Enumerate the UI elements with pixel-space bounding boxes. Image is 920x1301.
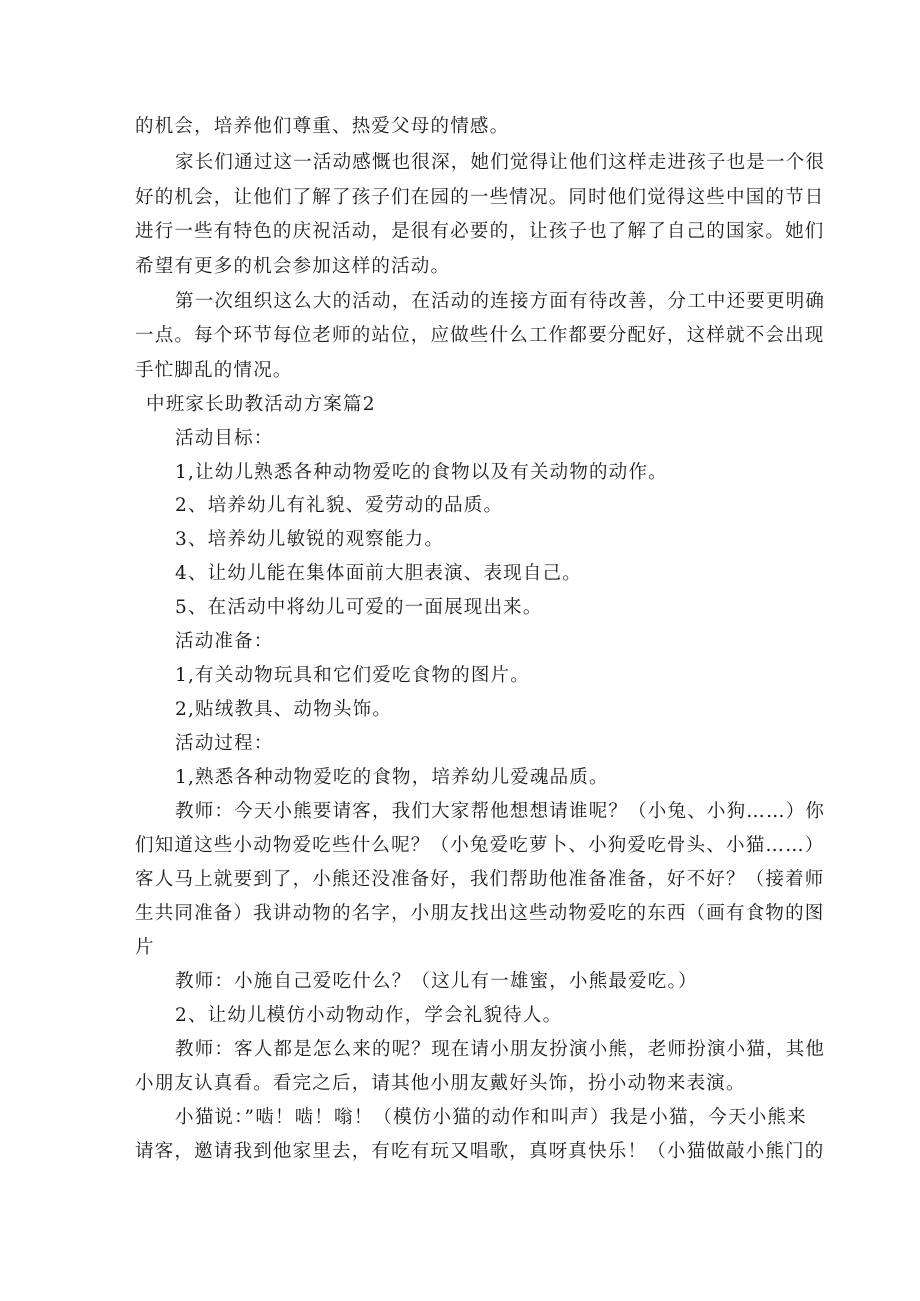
paragraph-line: 活动过程： [175,733,274,754]
list-item: 3、培养幼儿敏锐的观察能力。 [175,529,445,550]
paragraph-line: 希望有更多的机会参加这样的活动。 [135,256,451,277]
paragraph-line: 的机会，培养他们尊重、热爱父母的情感。 [135,116,510,137]
paragraph-line: 小朋友认真看。看完之后，请其他小朋友戴好头饰，扮小动物来表演。 [135,1073,746,1094]
paragraph-line: 们知道这些小动物爱吃些什么呢？（小兔爱吃萝卜、小狗爱吃骨头、小猫……） [135,835,825,856]
list-item: 1,让幼儿熟悉各种动物爱吃的食物以及有关动物的动作。 [175,462,668,483]
paragraph-line: 教师：客人都是怎么来的呢？现在请小朋友扮演小熊，老师扮演小猫，其他 [175,1039,826,1060]
paragraph-line: 生共同准备）我讲动物的名字，小朋友找出这些动物爱吃的东西（画有食物的图 [135,903,825,924]
paragraph-line: 一点。每个环节每位老师的站位，应做些什么工作都要分配好，这样就不会出现 [135,325,825,346]
paragraph-line: 请客，邀请我到他家里去，有吃有玩又唱歌，真呀真快乐！（小猫做敲小熊门的 [135,1141,825,1162]
paragraph-line: 第一次组织这么大的活动，在活动的连接方面有待改善，分工中还要更明确 [175,291,826,312]
list-item: 2,贴绒教具、动物头饰。 [175,699,393,720]
paragraph-line: 家长们通过这一活动感慨也很深，她们觉得让他们这样走进孩子也是一个很 [175,152,826,173]
paragraph-line: 活动目标： [175,428,274,449]
paragraph-line: 活动准备： [175,631,274,652]
paragraph-line: 小猫说：”啮！啮！嗡！（模仿小猫的动作和叫声）我是小猫，今天小熊来 [175,1107,807,1128]
section-heading: 中班家长助教活动方案篇2 [146,394,376,415]
paragraph-line: 教师：今天小熊要请客，我们大家帮他想想请谁呢？（小兔、小狗……）你 [175,801,826,822]
list-item: 2、培养幼儿有礼貌、爱劳动的品质。 [175,495,504,516]
paragraph-line: 好的机会，让他们了解了孩子们在园的一些情况。同时他们觉得这些中国的节日 [135,187,825,208]
list-item: 5、在活动中将幼儿可爱的一面展现出来。 [175,597,543,618]
list-item: 1,熟悉各种动物爱吃的食物，培养幼儿爱魂品质。 [175,767,609,788]
list-item: 2、让幼儿模仿小动物动作，学会礼貌待人。 [175,1005,563,1026]
paragraph-line: 片 [135,937,155,958]
paragraph-line: 教师：小施自己爱吃什么？（这儿有一雄蜜，小熊最爱吃。） [175,971,698,992]
paragraph-line: 进行一些有特色的庆祝活动，是很有必要的，让孩子也了解了自己的国家。她们 [135,221,825,242]
paragraph-line: 手忙脚乱的情况。 [135,360,293,381]
paragraph-line: 客人马上就要到了，小熊还没准备好，我们帮助他准备准备，好不好？（接着师 [135,869,825,890]
list-item: 4、让幼儿能在集体面前大胆表演、表现自己。 [175,563,582,584]
list-item: 1,有关动物玩具和它们爱吃食物的图片。 [175,665,530,686]
